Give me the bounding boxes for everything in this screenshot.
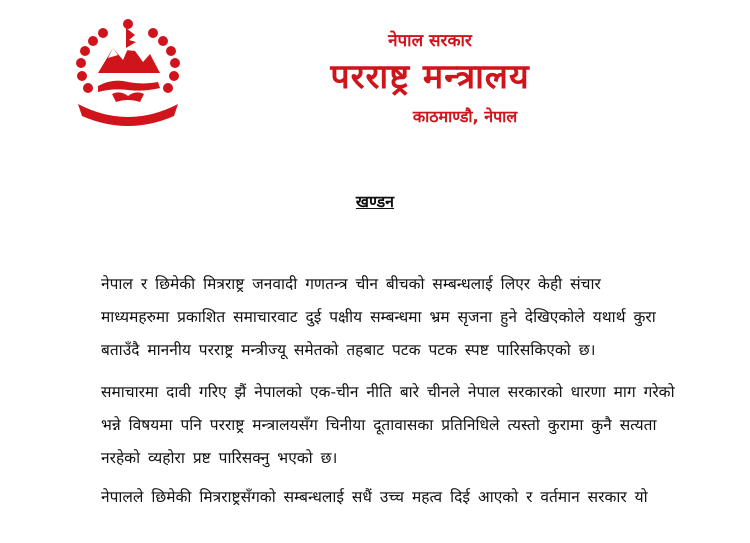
paragraph-line: नेपालले छिमेकी मित्रराष्ट्रसँगको सम्बन्धलाई सधैं उच्च महत्व दिई आएको र वर्तमान सरकार यो (101, 488, 648, 506)
document-title: खण्डन (355, 192, 395, 211)
paragraph-line: नरहेको व्यहोरा प्रष्ट पारिसक्नु भएको छ। (101, 449, 338, 467)
paragraph-line: बताउँदै माननीय परराष्ट्र मन्त्रीज्यू समेतको तहबाट पटक पटक स्पष्ट पारिसकिएको छ। (101, 341, 596, 359)
government-name: नेपाल सरकार (388, 31, 472, 51)
paragraph-line: माध्यमहरुमा प्रकाशित समाचारवाट दुई पक्षीय सम्बन्धमा भ्रम सृजना हुने देखिएकोले यथार्थ कुरा (101, 308, 656, 326)
paragraph-2 (101, 376, 739, 475)
location-text: काठमाण्डौ, नेपाल (412, 107, 518, 126)
paragraph-3 (101, 481, 739, 514)
paragraph-line: नेपाल र छिमेकी मित्रराष्ट्र जनवादी गणतन्त्र चीन बीचको सम्बन्धलाई लिएर केही संचार (101, 275, 601, 293)
nepal-emblem-icon (68, 18, 188, 130)
paragraph-line: भन्ने विषयमा पनि परराष्ट्र मन्त्रालयसँग चिनीया दूतावासका प्रतिनिधिले त्यस्तो कुरामा कुनै सत्यता (101, 416, 657, 434)
paragraph-line: समाचारमा दावी गरिए झैं नेपालको एक-चीन नीति बारे चीनले नेपाल सरकारको धारणा माग गरेको (101, 383, 675, 401)
ministry-name: परराष्ट्र मन्त्रालय (330, 57, 530, 97)
paragraph-1 (101, 268, 739, 367)
